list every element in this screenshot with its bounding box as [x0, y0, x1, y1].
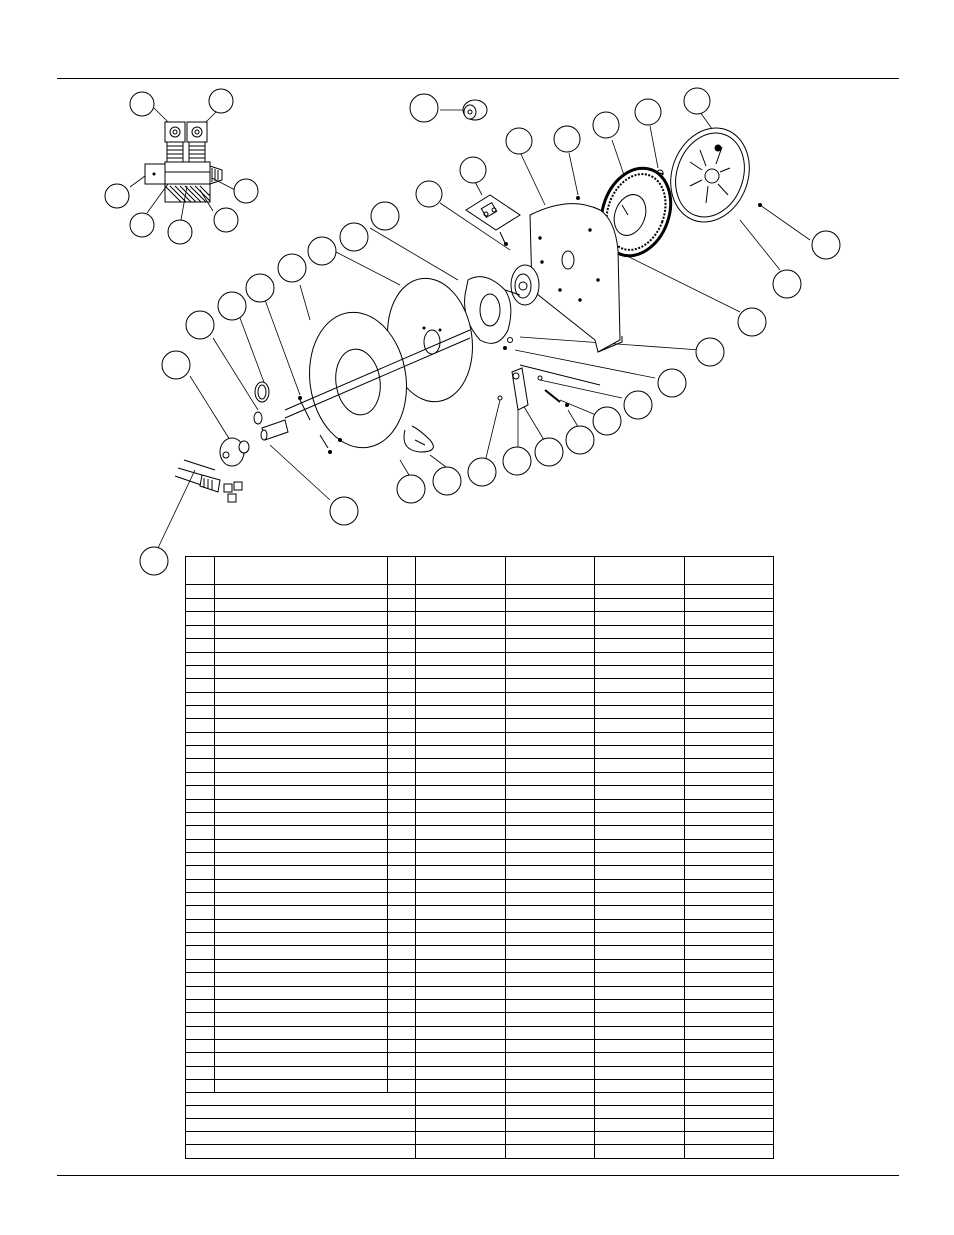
table-column-lines	[215, 557, 685, 1158]
bearing-hub	[505, 265, 539, 305]
swivel-inset	[145, 122, 222, 202]
o-rings	[254, 382, 269, 424]
parts-list-grid	[186, 557, 773, 1158]
knob	[463, 100, 487, 120]
parts-list-table	[185, 556, 774, 1159]
cable-loop	[404, 426, 433, 452]
junction-box	[466, 195, 520, 246]
ratchet-pawl	[498, 365, 600, 410]
bottom-rule	[57, 1175, 899, 1176]
exploded-parts-diagram	[0, 0, 954, 590]
frame-stand	[530, 197, 622, 353]
swivel-body	[220, 438, 249, 466]
back-cover	[655, 117, 762, 233]
bushing	[261, 420, 288, 440]
